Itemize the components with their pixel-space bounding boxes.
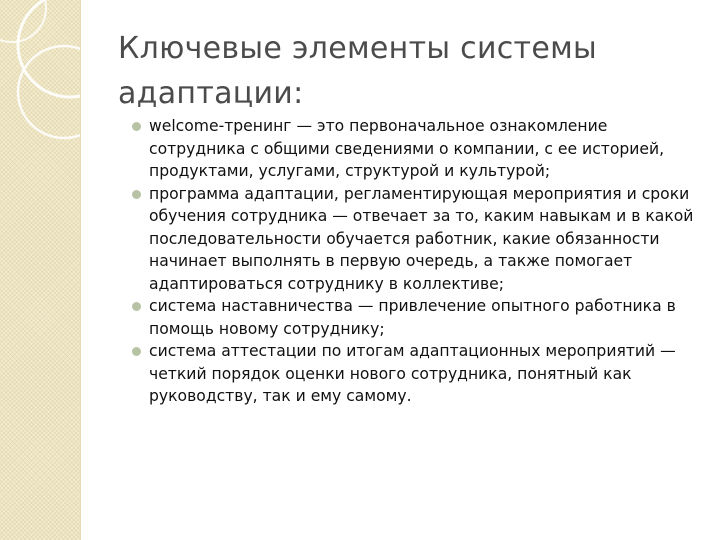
bullet-text: система наставничества — привлечение опытного работника в помощь новому сотруднику; xyxy=(149,297,676,338)
bullet-text: система аттестации по итогам адаптационных мероприятий — четкий порядок оценки нового сотрудника, понятный как руководству, так и ему самому. xyxy=(149,342,676,405)
bullet-item xyxy=(132,340,707,408)
decorative-circles-icon xyxy=(0,0,80,540)
decorative-side-panel xyxy=(0,0,80,540)
bullet-list xyxy=(132,115,707,408)
bullet-text: программа адаптации, регламентирующая мероприятия и сроки обучения сотрудника — отвечает за то, каким навыкам и в какой последовательности обучается работник, какие обязанности начинает выполнять в первую очередь, а также помогает адаптироваться сотруднику в коллективе; xyxy=(149,184,694,293)
bullet-text: welcome-тренинг — это первоначальное ознакомление сотрудника с общими сведениями о компании, с ее историей, продуктами, услугами, структурой и культурой; xyxy=(149,117,665,180)
bullet-item xyxy=(132,115,707,183)
bullet-dot-icon xyxy=(132,302,141,311)
panel-divider xyxy=(80,0,81,540)
bullet-item xyxy=(132,295,707,340)
bullet-dot-icon xyxy=(132,190,141,199)
bullet-item xyxy=(132,183,707,296)
bullet-dot-icon xyxy=(132,347,141,356)
slide-title: Ключевые элементы системы адаптации: xyxy=(118,31,598,111)
bullet-dot-icon xyxy=(132,122,141,131)
